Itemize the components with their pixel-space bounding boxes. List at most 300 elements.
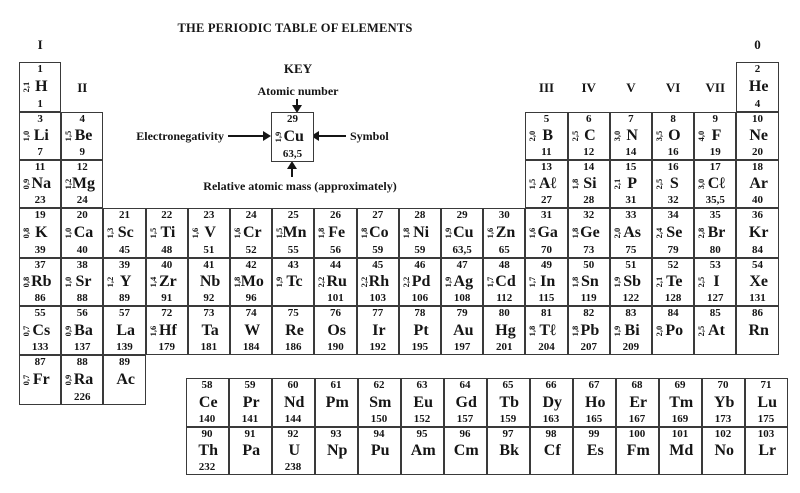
element-symbol: S bbox=[669, 175, 679, 192]
element-electronegativity: 1,6 bbox=[189, 227, 200, 239]
element-electronegativity: 2,2 bbox=[316, 276, 327, 288]
element-symbol: Tb bbox=[499, 393, 520, 411]
element-symbol: Kr bbox=[748, 224, 769, 241]
element-cell-No bbox=[702, 427, 745, 475]
element-atomic-number: 35 bbox=[709, 209, 721, 221]
element-atomic-number: 14 bbox=[583, 161, 595, 173]
atomic-number-label: Atomic number bbox=[257, 84, 339, 98]
element-symbol: Po bbox=[665, 321, 684, 339]
element-symbol: Ni bbox=[413, 224, 430, 241]
element-mass: 14 bbox=[625, 146, 637, 158]
element-atomic-number: 95 bbox=[416, 428, 428, 440]
element-atomic-number: 77 bbox=[372, 307, 384, 319]
element-symbol: Ir bbox=[372, 321, 386, 339]
element-mass: 175 bbox=[757, 413, 775, 425]
element-cell-Dy bbox=[530, 378, 573, 427]
element-atomic-number: 103 bbox=[757, 428, 775, 440]
element-cell-Ti bbox=[146, 208, 188, 258]
element-atomic-number: 6 bbox=[585, 113, 592, 125]
element-cell-S bbox=[652, 160, 694, 208]
element-atomic-number: 49 bbox=[540, 259, 552, 271]
element-atomic-number: 78 bbox=[414, 307, 426, 319]
element-atomic-number: 43 bbox=[287, 259, 299, 271]
element-atomic-number: 22 bbox=[161, 209, 173, 221]
element-cell-Pt bbox=[399, 306, 441, 355]
element-electronegativity: 0,8 bbox=[21, 276, 31, 288]
element-electronegativity: 1,9 bbox=[611, 276, 622, 288]
element-cell-Pr bbox=[229, 378, 272, 427]
element-atomic-number: 82 bbox=[583, 307, 595, 319]
element-symbol: Lr bbox=[758, 442, 777, 459]
element-cell-Lu bbox=[745, 378, 788, 427]
element-atomic-number: 80 bbox=[498, 307, 510, 319]
element-cell-N bbox=[610, 112, 652, 160]
key-example-symbol: Cu bbox=[283, 128, 304, 145]
element-cell-Ga bbox=[525, 208, 567, 258]
element-atomic-number: 11 bbox=[34, 161, 46, 173]
element-electronegativity: 2,5 bbox=[654, 178, 664, 190]
element-atomic-number: 27 bbox=[372, 209, 384, 221]
element-symbol: Ti bbox=[160, 224, 176, 241]
element-mass: 106 bbox=[411, 292, 429, 304]
element-cell-Ni bbox=[399, 208, 441, 258]
element-atomic-number: 58 bbox=[201, 379, 213, 391]
element-symbol: Eu bbox=[413, 393, 434, 411]
element-electronegativity: 1,9 bbox=[274, 276, 285, 288]
element-cell-Sr bbox=[61, 258, 103, 306]
element-symbol: Cm bbox=[453, 442, 479, 459]
element-cell-Pm bbox=[315, 378, 358, 427]
element-mass: 56 bbox=[329, 244, 341, 256]
element-symbol: O bbox=[668, 127, 681, 144]
group-header-0: 0 bbox=[754, 37, 761, 52]
element-cell-K bbox=[19, 208, 61, 258]
element-electronegativity: 1,8 bbox=[569, 227, 580, 239]
element-atomic-number: 51 bbox=[625, 259, 637, 271]
element-mass: 11 bbox=[541, 146, 552, 158]
element-mass: 91 bbox=[161, 292, 173, 304]
element-cell-At bbox=[694, 306, 736, 355]
element-cell-C bbox=[568, 112, 610, 160]
element-symbol: Pr bbox=[242, 393, 260, 411]
element-mass: 128 bbox=[664, 292, 682, 304]
element-symbol: Np bbox=[326, 442, 348, 459]
element-atomic-number: 17 bbox=[709, 161, 721, 173]
element-mass: 45 bbox=[118, 244, 130, 256]
element-symbol: Pt bbox=[413, 321, 429, 339]
element-cell-Tℓ bbox=[525, 306, 567, 355]
element-cell-Pu bbox=[358, 427, 401, 475]
element-symbol: Li bbox=[33, 127, 49, 144]
element-symbol: Sb bbox=[623, 273, 641, 290]
element-mass: 119 bbox=[580, 292, 597, 304]
symbol-label: Symbol bbox=[350, 129, 389, 143]
element-electronegativity: 2,5 bbox=[696, 276, 707, 288]
element-cell-P bbox=[610, 160, 652, 208]
element-mass: 195 bbox=[411, 341, 429, 353]
group-header-III: III bbox=[538, 80, 555, 95]
element-atomic-number: 84 bbox=[667, 307, 679, 319]
element-cell-Bi bbox=[610, 306, 652, 355]
element-electronegativity: 1,6 bbox=[147, 325, 158, 336]
element-mass: 207 bbox=[580, 341, 597, 353]
element-mass: 73 bbox=[583, 244, 595, 256]
element-atomic-number: 4 bbox=[79, 113, 86, 125]
element-electronegativity: 1,5 bbox=[274, 227, 285, 239]
element-electronegativity: 1,2 bbox=[105, 276, 116, 288]
element-atomic-number: 96 bbox=[459, 428, 471, 440]
element-electronegativity: 1,2 bbox=[63, 178, 74, 190]
element-cell-Cu bbox=[441, 208, 483, 258]
element-symbol: Es bbox=[586, 442, 604, 459]
element-mass: 192 bbox=[369, 341, 386, 353]
element-atomic-number: 28 bbox=[414, 209, 426, 221]
element-electronegativity: 0,7 bbox=[21, 325, 31, 336]
element-cell-Rh bbox=[357, 258, 399, 306]
element-mass: 167 bbox=[628, 413, 646, 425]
key-example-mass: 63,5 bbox=[282, 148, 303, 160]
element-symbol: Ta bbox=[201, 321, 219, 339]
element-electronegativity: 2,5 bbox=[569, 130, 580, 142]
element-atomic-number: 5 bbox=[543, 113, 550, 125]
element-mass: 79 bbox=[667, 244, 679, 256]
element-atomic-number: 86 bbox=[751, 307, 763, 319]
element-symbol: Fm bbox=[626, 442, 650, 459]
element-cell-Tm bbox=[659, 378, 702, 427]
element-symbol: Mo bbox=[240, 273, 264, 290]
element-atomic-number: 102 bbox=[714, 428, 732, 440]
element-mass: 52 bbox=[245, 244, 257, 256]
element-symbol: I bbox=[713, 273, 720, 290]
element-cell-Lr bbox=[745, 427, 788, 475]
element-electronegativity: 2,8 bbox=[696, 227, 707, 239]
element-mass: 31 bbox=[625, 194, 637, 206]
element-symbol: Cd bbox=[495, 273, 516, 290]
element-cell-Cℓ bbox=[694, 160, 736, 208]
element-cell-Aℓ bbox=[525, 160, 567, 208]
element-mass: 1 bbox=[37, 98, 43, 110]
element-symbol: Xe bbox=[749, 273, 769, 290]
element-atomic-number: 75 bbox=[287, 307, 299, 319]
electronegativity-label: Electronegativity bbox=[136, 129, 224, 143]
element-symbol: Rb bbox=[31, 273, 52, 290]
element-cell-Ag bbox=[441, 258, 483, 306]
element-electronegativity: 1,8 bbox=[569, 276, 580, 288]
element-atomic-number: 20 bbox=[76, 209, 88, 221]
element-atomic-number: 56 bbox=[76, 307, 88, 319]
element-atomic-number: 79 bbox=[456, 307, 468, 319]
element-cell-Mn bbox=[272, 208, 314, 258]
element-electronegativity: 1,8 bbox=[527, 325, 538, 336]
element-atomic-number: 29 bbox=[456, 209, 468, 221]
element-mass: 181 bbox=[200, 341, 218, 353]
element-atomic-number: 93 bbox=[330, 428, 342, 440]
element-cell-Be bbox=[61, 112, 103, 160]
element-cell-Po bbox=[652, 306, 694, 355]
element-cell-Na bbox=[19, 160, 61, 208]
atomic-number-arrow-icon bbox=[296, 99, 298, 106]
element-cell-V bbox=[188, 208, 230, 258]
element-mass: 40 bbox=[751, 194, 763, 206]
element-electronegativity: 2,2 bbox=[358, 276, 369, 288]
element-cell-Rn bbox=[736, 306, 778, 355]
element-symbol: Aℓ bbox=[538, 175, 557, 192]
element-cell-Ce bbox=[186, 378, 229, 427]
element-symbol: Os bbox=[327, 321, 347, 339]
element-cell-Cd bbox=[483, 258, 525, 306]
element-symbol: Co bbox=[369, 224, 389, 241]
element-symbol: K bbox=[35, 224, 48, 241]
element-cell-La bbox=[103, 306, 145, 355]
element-symbol: C bbox=[584, 127, 596, 144]
element-mass: 141 bbox=[241, 413, 259, 425]
key-example-electronegativity: 1,9 bbox=[273, 131, 283, 143]
element-electronegativity: 2,2 bbox=[400, 276, 411, 288]
element-symbol: Y bbox=[119, 273, 132, 290]
element-electronegativity: 1,6 bbox=[232, 227, 242, 239]
element-atomic-number: 13 bbox=[540, 161, 552, 173]
element-cell-He bbox=[736, 62, 778, 112]
element-mass: 112 bbox=[496, 292, 513, 304]
element-symbol: At bbox=[708, 321, 725, 339]
element-symbol: Rn bbox=[748, 321, 769, 339]
element-mass: 179 bbox=[158, 341, 175, 353]
element-cell-Y bbox=[103, 258, 145, 306]
element-mass: 197 bbox=[453, 341, 471, 353]
element-symbol: Ca bbox=[73, 224, 94, 241]
element-symbol: Br bbox=[707, 224, 726, 241]
element-atomic-number: 1 bbox=[37, 63, 43, 75]
element-cell-O bbox=[652, 112, 694, 160]
element-cell-Rb bbox=[19, 258, 61, 306]
element-symbol: Be bbox=[74, 127, 93, 144]
element-electronegativity: 1,0 bbox=[63, 276, 74, 288]
element-atomic-number: 62 bbox=[373, 379, 385, 391]
element-symbol: Sc bbox=[117, 224, 134, 241]
element-symbol: Pb bbox=[580, 321, 600, 339]
element-symbol: No bbox=[714, 442, 734, 459]
element-symbol: Mn bbox=[282, 224, 307, 241]
element-cell-Fm bbox=[616, 427, 659, 475]
element-symbol: Cr bbox=[242, 224, 262, 241]
element-cell-Er bbox=[616, 378, 659, 427]
element-mass: 157 bbox=[456, 413, 474, 425]
element-symbol: Dy bbox=[542, 393, 562, 411]
element-atomic-number: 40 bbox=[161, 259, 173, 271]
element-atomic-number: 101 bbox=[671, 428, 689, 440]
element-atomic-number: 7 bbox=[628, 113, 634, 125]
element-symbol: Fe bbox=[328, 224, 346, 241]
element-atomic-number: 73 bbox=[203, 307, 215, 319]
element-symbol: Nd bbox=[283, 393, 305, 411]
element-mass: 70 bbox=[540, 244, 552, 256]
element-atomic-number: 83 bbox=[625, 307, 637, 319]
element-mass: 101 bbox=[327, 292, 344, 304]
group-header-V: V bbox=[626, 80, 636, 95]
group-header-II: II bbox=[77, 80, 88, 95]
element-electronegativity: 2,0 bbox=[654, 325, 664, 336]
element-atomic-number: 21 bbox=[118, 209, 130, 221]
element-mass: 16 bbox=[667, 146, 679, 158]
element-atomic-number: 38 bbox=[76, 259, 88, 271]
element-symbol: Lu bbox=[757, 393, 778, 411]
element-electronegativity: 1,8 bbox=[400, 227, 411, 239]
element-cell-Hg bbox=[483, 306, 525, 355]
element-symbol: Mg bbox=[71, 175, 96, 192]
element-symbol: Cu bbox=[453, 224, 474, 241]
element-cell-Kr bbox=[736, 208, 778, 258]
element-cell-Ho bbox=[573, 378, 616, 427]
element-atomic-number: 18 bbox=[751, 161, 763, 173]
element-mass: 63,5 bbox=[452, 244, 472, 256]
element-cell-Pb bbox=[568, 306, 610, 355]
element-cell-Hf bbox=[146, 306, 188, 355]
element-atomic-number: 12 bbox=[76, 161, 88, 173]
element-electronegativity: 3,0 bbox=[696, 178, 707, 190]
element-mass: 32 bbox=[667, 194, 679, 206]
element-mass: 7 bbox=[37, 146, 43, 158]
element-symbol: F bbox=[711, 127, 722, 144]
element-symbol: Ru bbox=[326, 273, 347, 290]
element-atomic-number: 85 bbox=[709, 307, 721, 319]
element-atomic-number: 50 bbox=[583, 259, 595, 271]
element-atomic-number: 46 bbox=[414, 259, 426, 271]
element-electronegativity: 1,3 bbox=[105, 227, 116, 239]
element-symbol: Ne bbox=[749, 127, 769, 144]
element-atomic-number: 72 bbox=[161, 307, 173, 319]
element-cell-Nd bbox=[272, 378, 315, 427]
element-symbol: U bbox=[288, 442, 300, 459]
element-symbol: N bbox=[626, 127, 638, 144]
element-mass: 127 bbox=[707, 292, 724, 304]
element-symbol: Zr bbox=[159, 273, 177, 290]
element-mass: 137 bbox=[74, 341, 91, 353]
element-mass: 4 bbox=[754, 98, 761, 110]
element-atomic-number: 31 bbox=[540, 209, 552, 221]
element-mass: 131 bbox=[749, 292, 766, 304]
element-symbol: Rh bbox=[368, 273, 390, 290]
element-symbol: P bbox=[627, 175, 637, 192]
element-mass: 204 bbox=[538, 341, 555, 353]
element-cell-Se bbox=[652, 208, 694, 258]
group-header-VII: VII bbox=[705, 80, 726, 95]
key-heading: KEY bbox=[283, 61, 313, 76]
element-symbol: Ra bbox=[73, 371, 94, 388]
element-atomic-number: 52 bbox=[667, 259, 679, 271]
element-mass: 23 bbox=[34, 194, 46, 206]
element-symbol: Re bbox=[285, 321, 304, 339]
symbol-arrow-icon bbox=[318, 135, 346, 137]
element-atomic-number: 33 bbox=[625, 209, 637, 221]
element-symbol: Md bbox=[669, 442, 694, 459]
element-mass: 65 bbox=[498, 244, 510, 256]
element-electronegativity: 1,9 bbox=[611, 325, 622, 336]
element-cell-Pa bbox=[229, 427, 272, 475]
element-mass: 152 bbox=[413, 413, 431, 425]
element-symbol: Tm bbox=[669, 393, 694, 411]
element-electronegativity: 4,0 bbox=[696, 130, 707, 142]
element-electronegativity: 0,8 bbox=[21, 227, 31, 239]
element-symbol: Ce bbox=[198, 393, 218, 411]
element-electronegativity: 1,5 bbox=[63, 130, 74, 142]
element-electronegativity: 2,1 bbox=[611, 178, 622, 190]
element-mass: 232 bbox=[198, 461, 216, 473]
element-cell-Cm bbox=[444, 427, 487, 475]
element-symbol: Ga bbox=[537, 224, 558, 241]
element-cell-Am bbox=[401, 427, 444, 475]
element-symbol: Nb bbox=[199, 273, 221, 290]
element-symbol: W bbox=[244, 321, 261, 339]
element-atomic-number: 42 bbox=[245, 259, 257, 271]
element-mass: 190 bbox=[327, 341, 344, 353]
element-cell-Nb bbox=[188, 258, 230, 306]
element-atomic-number: 59 bbox=[244, 379, 256, 391]
element-symbol: Ag bbox=[453, 273, 474, 290]
element-electronegativity: 2,4 bbox=[654, 227, 664, 239]
element-symbol: Sm bbox=[369, 393, 392, 411]
element-atomic-number: 67 bbox=[588, 379, 600, 391]
element-atomic-number: 16 bbox=[667, 161, 679, 173]
element-mass: 173 bbox=[714, 413, 732, 425]
element-symbol: Am bbox=[410, 442, 436, 459]
element-atomic-number: 61 bbox=[330, 379, 342, 391]
element-electronegativity: 2,0 bbox=[611, 227, 622, 239]
element-symbol: Au bbox=[453, 321, 474, 339]
element-mass: 40 bbox=[76, 244, 88, 256]
element-atomic-number: 48 bbox=[498, 259, 510, 271]
element-symbol: As bbox=[623, 224, 641, 241]
element-symbol: La bbox=[116, 321, 136, 339]
element-cell-As bbox=[610, 208, 652, 258]
element-electronegativity: 1,4 bbox=[147, 276, 158, 288]
element-cell-B bbox=[525, 112, 567, 160]
element-cell-Au bbox=[441, 306, 483, 355]
mass-arrow-icon bbox=[291, 168, 293, 177]
element-mass: 9 bbox=[79, 146, 86, 158]
element-cell-Gd bbox=[444, 378, 487, 427]
element-mass: 39 bbox=[34, 244, 46, 256]
element-cell-W bbox=[230, 306, 272, 355]
element-atomic-number: 88 bbox=[76, 356, 88, 368]
element-symbol: Te bbox=[666, 273, 683, 290]
element-symbol: Cs bbox=[32, 321, 51, 339]
element-atomic-number: 91 bbox=[244, 428, 256, 440]
element-cell-Ra bbox=[61, 355, 103, 405]
element-mass: 133 bbox=[31, 341, 49, 353]
element-cell-Si bbox=[568, 160, 610, 208]
element-atomic-number: 54 bbox=[751, 259, 763, 271]
element-atomic-number: 66 bbox=[545, 379, 557, 391]
element-symbol: Si bbox=[583, 175, 597, 192]
element-atomic-number: 81 bbox=[540, 307, 552, 319]
element-cell-Ba bbox=[61, 306, 103, 355]
element-symbol: Pa bbox=[242, 442, 261, 459]
electronegativity-arrow-icon bbox=[228, 135, 264, 137]
element-cell-Ar bbox=[736, 160, 778, 208]
element-electronegativity: 0,7 bbox=[21, 374, 31, 386]
element-mass: 75 bbox=[625, 244, 637, 256]
element-atomic-number: 3 bbox=[37, 113, 43, 125]
element-electronegativity: 1,7 bbox=[527, 276, 538, 288]
element-symbol: Ar bbox=[749, 175, 769, 192]
element-cell-Ru bbox=[314, 258, 356, 306]
element-symbol: B bbox=[542, 127, 554, 144]
element-symbol: Sn bbox=[580, 273, 599, 290]
element-cell-Co bbox=[357, 208, 399, 258]
element-atomic-number: 23 bbox=[203, 209, 215, 221]
element-symbol: Zn bbox=[495, 224, 516, 241]
element-mass: 24 bbox=[76, 194, 88, 206]
